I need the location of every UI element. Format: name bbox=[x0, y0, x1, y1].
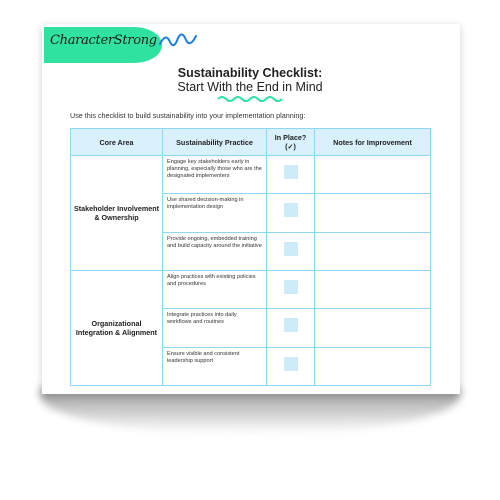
brand-logo: CharacterStrong bbox=[50, 33, 157, 48]
practice-cell: Use shared decision-making in implementation design bbox=[163, 194, 267, 232]
core-area-cell: Stakeholder Involvement & Ownership bbox=[71, 156, 163, 271]
page-shadow bbox=[40, 388, 460, 434]
checkbox[interactable] bbox=[284, 318, 298, 332]
squiggle-icon bbox=[158, 30, 198, 50]
in-place-cell bbox=[267, 232, 315, 270]
notes-cell[interactable] bbox=[315, 156, 431, 194]
title-subtitle: Start With the End in Mind bbox=[177, 80, 323, 94]
checkbox[interactable] bbox=[284, 165, 298, 179]
notes-cell[interactable] bbox=[315, 309, 431, 347]
notes-cell[interactable] bbox=[315, 270, 431, 308]
checkbox[interactable] bbox=[284, 357, 298, 371]
in-place-cell bbox=[267, 194, 315, 232]
table-header-row bbox=[71, 129, 431, 156]
table-row bbox=[71, 270, 431, 308]
practice-cell: Integrate practices into daily workflows and routines bbox=[163, 309, 267, 347]
practice-cell: Align practices with existing policies and procedures bbox=[163, 270, 267, 308]
core-area-cell: Organizational Integration & Alignment bbox=[71, 270, 163, 385]
column-header-core-area: Core Area bbox=[71, 129, 163, 156]
checkbox[interactable] bbox=[284, 242, 298, 256]
in-place-cell bbox=[267, 156, 315, 194]
checkbox[interactable] bbox=[284, 280, 298, 294]
checkbox[interactable] bbox=[284, 203, 298, 217]
column-header-practice: Sustainability Practice bbox=[163, 129, 267, 156]
wave-underline-icon bbox=[217, 95, 283, 103]
notes-cell[interactable] bbox=[315, 194, 431, 232]
in-place-cell bbox=[267, 347, 315, 385]
practice-cell: Provide ongoing, embedded training and build capacity around the initiative bbox=[163, 232, 267, 270]
table-row bbox=[71, 156, 431, 194]
checklist-table bbox=[70, 128, 431, 386]
page-title bbox=[150, 66, 350, 94]
title-main: Sustainability Checklist: bbox=[177, 66, 323, 80]
practice-cell: Ensure visible and consistent leadership support bbox=[163, 347, 267, 385]
in-place-cell bbox=[267, 270, 315, 308]
practice-cell: Engage key stakeholders early in planning, especially those who are the designated implementers bbox=[163, 156, 267, 194]
in-place-cell bbox=[267, 309, 315, 347]
column-header-notes: Notes for Improvement bbox=[315, 129, 431, 156]
notes-cell[interactable] bbox=[315, 232, 431, 270]
column-header-in-place: In Place? (✓) bbox=[267, 129, 315, 156]
notes-cell[interactable] bbox=[315, 347, 431, 385]
intro-text: Use this checklist to build sustainability into your implementation planning: bbox=[70, 111, 306, 120]
